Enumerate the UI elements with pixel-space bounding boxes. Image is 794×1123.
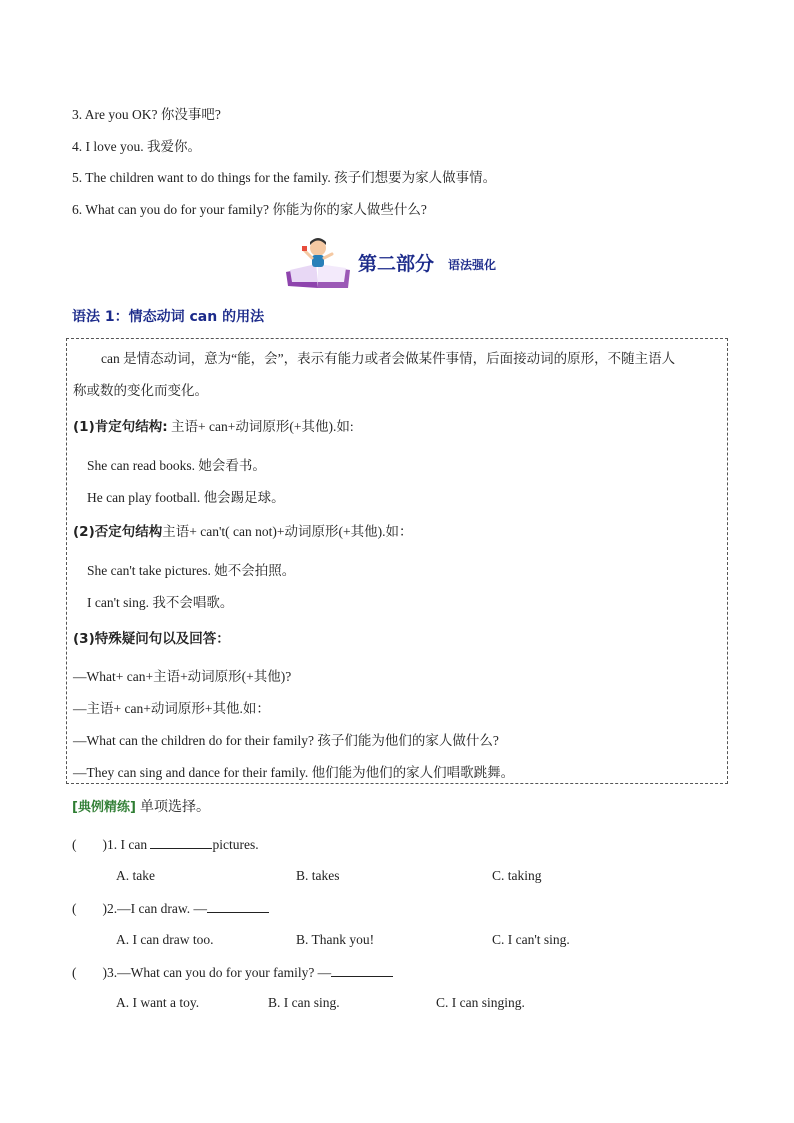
fill-blank[interactable] [150,836,212,849]
q1-option-b[interactable]: B. takes [296,868,340,883]
grammar-intro-line1: can 是情态动词，意为“能，会”，表示有能力或者会做某件事情，后面接动词的原形，不随主语人 [101,351,676,366]
sentence-3: 3. Are you OK? 你没事吧? [72,107,221,122]
section-subtitle: 语法强化 [448,258,497,272]
answer-paren-open: ( [72,965,77,980]
question-stem: —I can draw. — [117,901,207,916]
question-2 [72,900,269,917]
practice-tag: [典例精练] [72,800,136,815]
example-4: I can't sing. 我不会唱歌。 [87,595,234,610]
question-3 [72,964,393,981]
point-3-label: (3)特殊疑问句以及回答： [73,631,230,647]
example-5: —What can the children do for their family? 孩子们能为他们的家人做什么? [73,733,499,748]
point-1 [73,415,354,435]
q1-option-a[interactable]: A. take [116,868,155,883]
question-1 [72,836,259,853]
sentence-6: 6. What can you do for your family? 你能为你的家人做些什么? [72,202,427,217]
answer-paren-open: ( [72,837,77,852]
question-stem: —What can you do for your family? — [117,965,332,980]
q3-option-c[interactable]: C. I can singing. [436,995,525,1010]
question-stem-end: pictures. [212,837,259,852]
point-1-label: (1)肯定句结构: [73,419,168,435]
example-3: She can't take pictures. 她不会拍照。 [87,563,296,578]
question-number: )2. [102,901,118,916]
question-number: )3. [102,965,118,980]
point-2 [73,520,412,540]
section-header [282,236,522,290]
point-1-text: 主语+ can+动词原形(+其他).如: [167,419,354,434]
point-2-text: 主语+ can't( can not)+动词原形(+其他).如： [162,524,413,539]
pattern-2: —主语+ can+动词原形+其他.如： [73,701,270,716]
q3-option-a[interactable]: A. I want a toy. [116,995,200,1010]
question-stem: I can [120,837,151,852]
example-2: He can play football. 他会踢足球。 [87,490,285,505]
question-number: )1. [102,837,118,852]
fill-blank[interactable] [207,900,269,913]
q2-option-a[interactable]: A. I can draw too. [116,932,214,947]
example-1: She can read books. 她会看书。 [87,458,266,473]
q3-option-b[interactable]: B. I can sing. [268,995,340,1010]
answer-paren-open: ( [72,901,77,916]
sentence-5: 5. The children want to do things for the family. 孩子们想要为家人做事情。 [72,170,497,185]
q1-option-c[interactable]: C. taking [492,868,542,883]
section-title: 第二部分 [358,253,435,275]
q2-option-c[interactable]: C. I can't sing. [492,932,570,947]
q2-option-b[interactable]: B. Thank you! [296,932,375,947]
practice-instruction: 单项选择。 [140,800,210,815]
fill-blank[interactable] [331,964,393,977]
point-2-label: (2)否定句结构 [73,524,163,540]
reading-boy-book-icon [282,236,354,290]
grammar-box [66,338,728,784]
example-6: —They can sing and dance for their family. 他们能为他们的家人们唱歌跳舞。 [73,765,515,780]
sentence-4: 4. I love you. 我爱你。 [72,139,201,154]
grammar-title: 语法 1：情态动词 can 的用法 [72,309,265,325]
grammar-intro-line2: 称或数的变化而变化。 [73,383,208,398]
pattern-1: —What+ can+主语+动词原形(+其他)? [73,669,292,684]
